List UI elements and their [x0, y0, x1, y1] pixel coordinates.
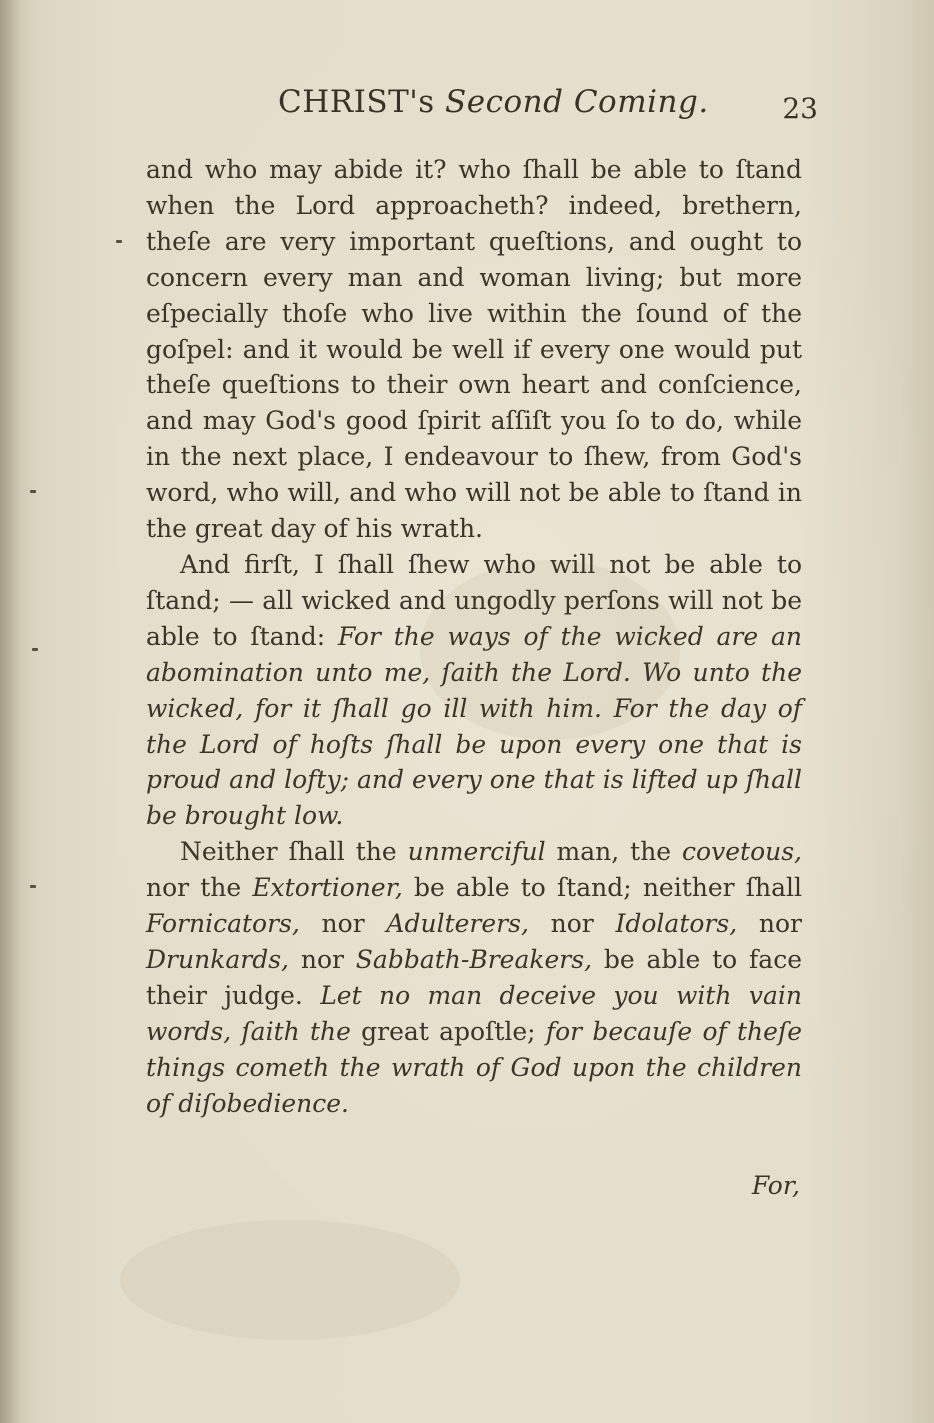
page-gutter-shadow	[0, 0, 22, 1423]
p3-text: be able to face their judge.	[146, 944, 802, 1010]
running-head	[278, 84, 709, 120]
paper-stain	[120, 1220, 460, 1340]
margin-mark	[30, 885, 36, 888]
paragraph-2-scripture: For the ways of the wicked are an abomination unto me, ſaith the Lord. Wo unto the wicked, for it ſhall go ill with him. For the day of the Lord of hoſts ſhall be upon every one that is proud and lofty; and every one that is lifted up ſhall be brought low.	[146, 621, 802, 831]
p3-text: man, the	[545, 837, 683, 867]
p3-text: Neither ſhall the	[180, 837, 408, 867]
p3-italic: Extortioner,	[252, 873, 403, 903]
p3-italic: Idolators,	[615, 909, 738, 939]
p3-italic: covetous,	[682, 837, 802, 867]
p3-text: great apoſtle;	[350, 1016, 546, 1046]
body-text	[146, 152, 802, 1121]
p3-italic: Sabbath-Breakers,	[355, 944, 593, 974]
p3-text: be able to ſtand; neither ſhall	[402, 873, 802, 903]
p3-italic: Fornicators,	[146, 909, 300, 939]
page-number: 23	[782, 92, 818, 125]
p3-italic: Adulterers,	[386, 909, 529, 939]
p3-text: nor	[737, 909, 803, 939]
p3-text: nor the	[146, 873, 253, 903]
p3-text: nor	[299, 909, 387, 939]
paragraph-2	[146, 547, 802, 834]
margin-mark	[32, 648, 38, 651]
margin-mark	[116, 240, 122, 243]
p3-italic: unmerciful	[407, 837, 546, 867]
catchword: For,	[751, 1171, 800, 1200]
p3-italic: Let no man deceive you with vain words, ſaith the	[146, 980, 802, 1046]
page-header	[278, 84, 818, 132]
running-head-subtitle: Second Coming.	[445, 84, 709, 120]
margin-mark	[30, 490, 36, 493]
paragraph-3	[146, 834, 802, 1121]
p3-text: nor	[528, 909, 616, 939]
paragraph-1: and who may abide it? who ſhall be able to ſtand when the Lord approacheth? indeed, brethern, theſe are very important queſtions, and ought to concern every man and woman living; but more eſpecially thoſe who live within the ſound of the goſpel: and it would be well if every one would put theſe queſtions to their own heart and conſcience, and may God's good ſpirit aſſiſt you ſo to do, while in the next place, I endeavour to ſhew, from God's word, who will, and who will not be able to ſtand in the great day of his wrath.	[146, 155, 802, 544]
p3-text: nor	[288, 944, 356, 974]
running-head-title: CHRIST's	[278, 84, 446, 120]
p3-italic: for becauſe of theſe things cometh the wrath of God upon the children of diſobedience.	[146, 1016, 802, 1118]
paragraph-2-roman: And firſt, I ſhall ſhew who will not be able to ſtand; — all wicked and ungodly perſons will not be able to ſtand:	[146, 549, 802, 651]
p3-italic: Drunkards,	[146, 944, 289, 974]
